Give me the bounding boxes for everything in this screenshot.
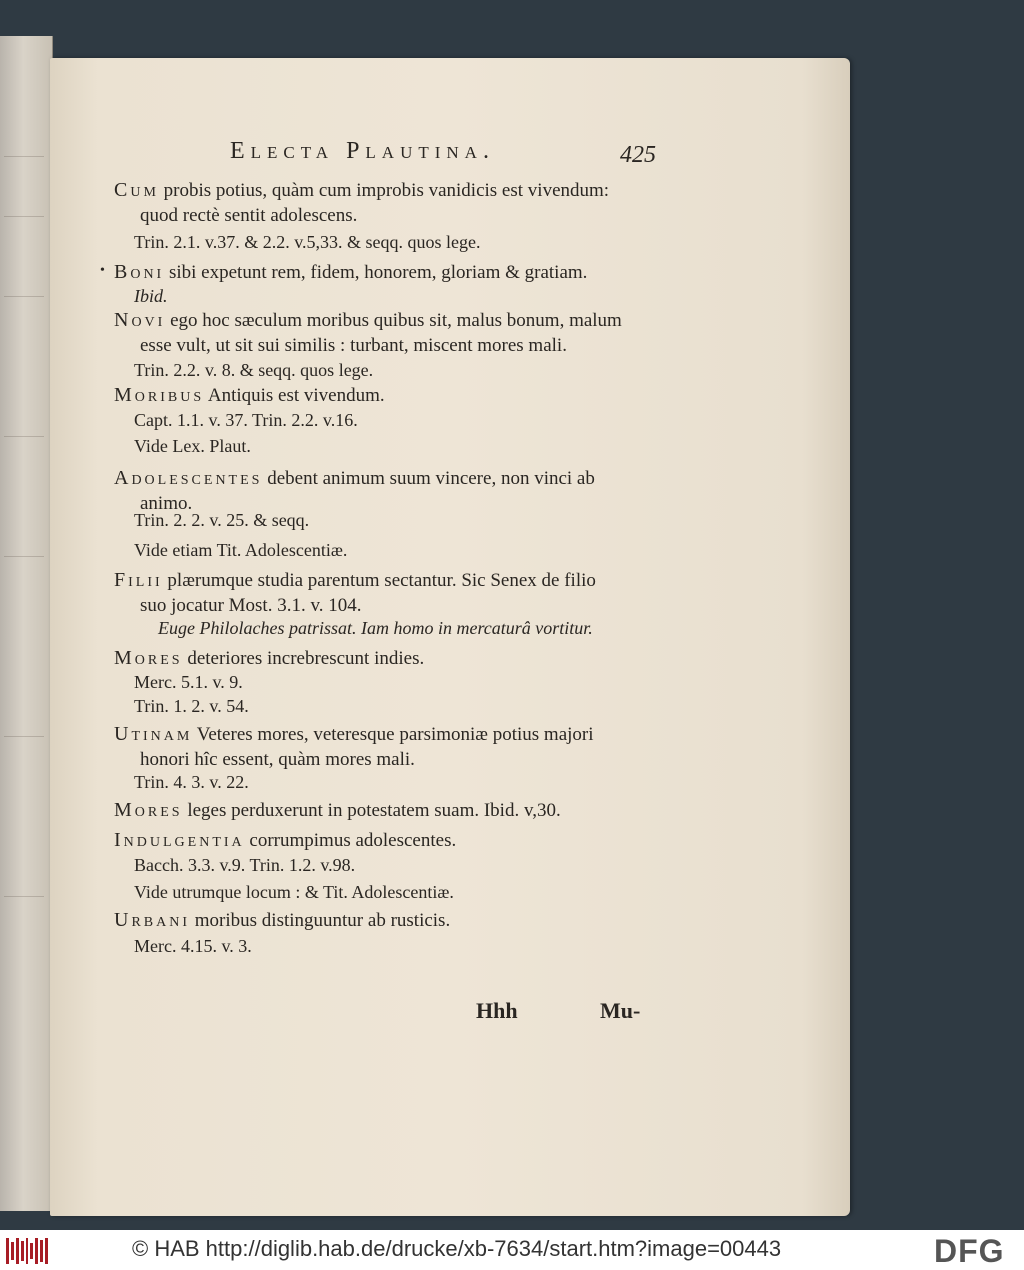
entry-lead: Utinam (114, 723, 193, 745)
reference: Trin. 2.1. v.37. & 2.2. v.5,33. & seqq. quos lege. (134, 232, 481, 252)
entry-text: deteriores increbrescunt indies. (182, 648, 425, 669)
reference: Trin. 1. 2. v. 54. (134, 696, 249, 716)
reference: Trin. 2. 2. v. 25. & seqq. (134, 510, 310, 530)
footer-bar (0, 1230, 1024, 1270)
entry-continuation: quod rectè sentit adolescens. (140, 205, 358, 226)
entry (114, 722, 714, 772)
entry (114, 308, 714, 358)
catchword: Mu- (600, 998, 641, 1023)
reference: Vide etiam Tit. Adolescentiæ. (134, 540, 348, 560)
reference: Vide utrumque locum : & Tit. Adolescentiæ. (134, 882, 454, 902)
reference: Merc. 4.15. v. 3. (134, 936, 252, 956)
book-page (50, 58, 850, 1216)
entry-lead: Novi (114, 309, 166, 331)
entry-continuation: animo. (140, 493, 193, 514)
page-number: 425 (620, 142, 656, 168)
entry (114, 908, 714, 933)
reference: Merc. 5.1. v. 9. (134, 672, 243, 692)
reference: Vide Lex. Plaut. (134, 436, 251, 456)
entry-lead: Mores (114, 799, 183, 821)
entry-lead: Cum (114, 179, 159, 201)
reference: Capt. 1.1. v. 37. Trin. 2.2. v.16. (134, 410, 358, 430)
entry (114, 828, 714, 853)
entry-lead: Moribus (114, 384, 205, 406)
entry-lead: Adolescentes (114, 467, 263, 489)
entry-text: moribus distinguuntur ab rusticis. (190, 910, 451, 931)
entry-text: ego hoc sæculum moribus quibus sit, malus bonum, malum (165, 310, 622, 331)
entry-lead: Filii (114, 569, 163, 591)
entry-text: debent animum suum vincere, non vinci ab (262, 468, 595, 489)
reference: Ibid. (134, 286, 168, 306)
entry-lead: Urbani (114, 909, 191, 931)
entry-continuation: esse vult, ut sit sui similis : turbant, miscent mores mali. (140, 335, 567, 356)
entry (114, 646, 714, 671)
entry (114, 383, 714, 408)
quotation: Euge Philolaches patrissat. Iam homo in mercaturâ vortitur. (158, 618, 593, 638)
signature-mark: Hhh (476, 998, 518, 1023)
margin-mark: • (100, 263, 105, 278)
dfg-logo[interactable]: DFG (934, 1233, 1005, 1269)
entry-text: probis potius, quàm cum improbis vanidicis est vivendum: (158, 180, 610, 201)
page-text (50, 58, 850, 1216)
entry (114, 260, 714, 285)
reference: Trin. 4. 3. v. 22. (134, 772, 249, 792)
entry (114, 568, 714, 618)
entry-continuation: suo jocatur Most. 3.1. v. 104. (140, 595, 362, 616)
copyright-url[interactable]: © HAB http://diglib.hab.de/drucke/xb-7634/start.htm?image=00443 (132, 1236, 782, 1261)
entry-text: corrumpimus adolescentes. (244, 830, 457, 851)
previous-page-edge (0, 36, 53, 1211)
entry (114, 798, 714, 823)
running-header: Electa Plautina. (230, 138, 495, 164)
entry-lead: Mores (114, 647, 183, 669)
entry-text: sibi expetunt rem, fidem, honorem, gloriam & gratiam. (164, 262, 588, 283)
entry-text: Antiquis est vivendum. (204, 385, 385, 406)
entry-continuation: honori hîc essent, quàm mores mali. (140, 749, 415, 770)
entry-lead: Indulgentia (114, 829, 245, 851)
entry-lead: Boni (114, 261, 165, 283)
reference: Bacch. 3.3. v.9. Trin. 1.2. v.98. (134, 855, 356, 875)
reference: Trin. 2.2. v. 8. & seqq. quos lege. (134, 360, 374, 380)
entry-text: Veteres mores, veteresque parsimoniæ potius majori (192, 724, 594, 745)
hab-logo-icon[interactable] (6, 1238, 48, 1264)
entry (114, 178, 714, 228)
entry-text: leges perduxerunt in potestatem suam. Ibid. v,30. (182, 800, 561, 821)
entry-text: plærumque studia parentum sectantur. Sic Senex de filio (162, 570, 596, 591)
